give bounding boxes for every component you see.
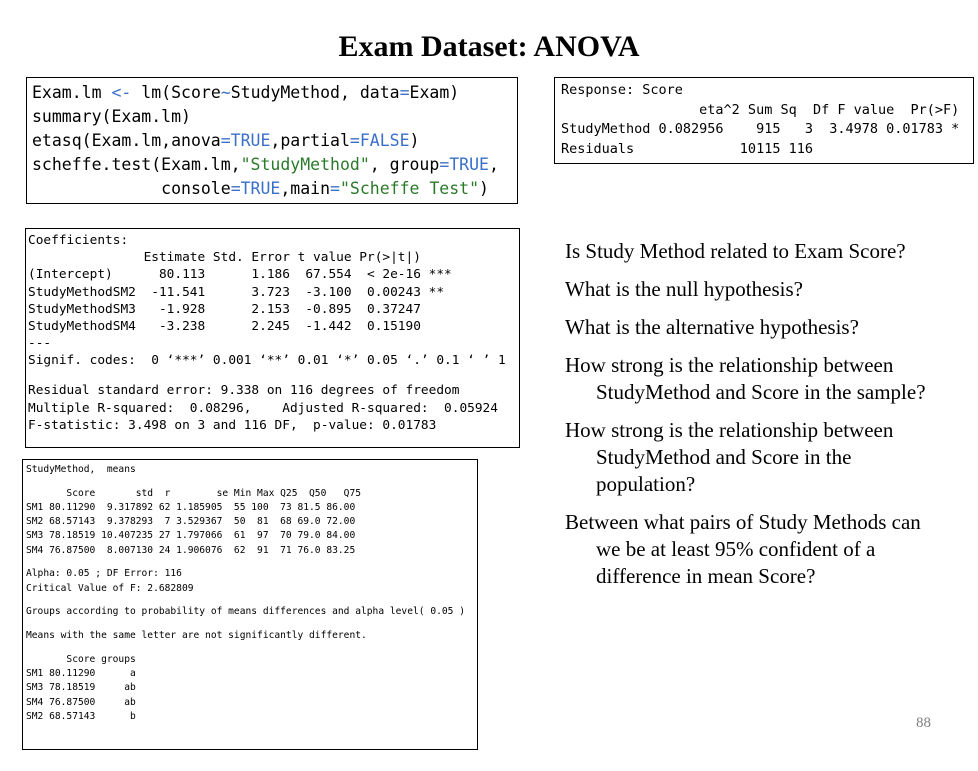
scheffe-output-line: Critical Value of F: 2.682809: [26, 582, 194, 594]
slide-title: Exam Dataset: ANOVA: [338, 30, 640, 63]
scheffe-output-line: [26, 596, 477, 606]
coefficients-output-line: (Intercept) 80.113 1.186 67.554 < 2e-16 ***: [28, 267, 452, 283]
code-token: =FALSE: [349, 131, 410, 150]
code-token: , group: [369, 155, 440, 174]
scheffe-output-line: Groups according to probability of means differences and alpha level( 0.05 ): [26, 606, 465, 618]
code-token: "Scheffe Test": [339, 179, 480, 198]
scheffe-output-line: SM4 76.87500 8.007130 24 1.906076 62 91 71 76.0 83.25: [26, 544, 356, 556]
question-item: How strong is the relationship between StudyMethod and Score in the population?: [565, 418, 894, 496]
scheffe-output-line: Score groups: [26, 654, 136, 665]
question-item: What is the alternative hypothesis?: [565, 315, 859, 339]
scheffe-output-box: [22, 459, 478, 750]
scheffe-output-line: SM2 68.57143 9.378293 7 3.529367 50 81 68 69.0 72.00: [26, 516, 356, 528]
coefficients-output-line: Coefficients:: [28, 233, 129, 248]
code-line: [32, 105, 517, 129]
scheffe-output-line: [26, 558, 477, 568]
coefficients-output-line: Residual standard error: 9.338 on 116 degrees of freedom: [28, 383, 460, 399]
code-token: summary(Exam.lm): [32, 107, 191, 126]
anova-output-box: [554, 77, 974, 164]
coefficients-output-line: StudyMethodSM3 -1.928 2.153 -0.895 0.37247: [28, 301, 452, 317]
code-token: ,main: [280, 179, 331, 198]
code-line: [32, 153, 517, 177]
code-token: ~: [220, 83, 231, 102]
question-item: How strong is the relationship between StudyMethod and Score in the sample?: [565, 353, 926, 404]
anova-output-line: StudyMethod 0.082956 915 3 3.4978 0.01783 *: [561, 121, 960, 137]
code-token: ): [409, 131, 420, 150]
coefficients-output-line: [28, 370, 519, 383]
scheffe-output-line: SM1 80.11290 9.317892 62 1.185905 55 100 73 81.5 86.00: [26, 502, 356, 513]
anova-output-line: Response: Score: [561, 82, 683, 98]
code-token: "StudyMethod": [240, 155, 370, 174]
code-token: ,: [488, 155, 499, 174]
code-token: lm(Score: [131, 83, 221, 102]
coefficients-output-line: F-statistic: 3.498 on 3 and 116 DF, p-value: 0.01783: [28, 417, 437, 433]
scheffe-output-line: SM2 68.57143 b: [26, 710, 136, 722]
scheffe-output-line: [26, 643, 477, 653]
code-token: Exam): [409, 83, 460, 102]
code-line: [32, 129, 517, 153]
code-token: =TRUE: [230, 179, 281, 198]
scheffe-output-line: SM1 80.11290 a: [26, 668, 136, 680]
code-token: Exam.lm: [32, 83, 112, 102]
coefficients-output-line: Multiple R-squared: 0.08296, Adjusted R-squared: 0.05924: [28, 400, 506, 416]
scheffe-output-line: SM4 76.87500 ab: [26, 696, 136, 708]
code-token: <-: [111, 83, 132, 102]
question-item: What is the null hypothesis?: [565, 277, 803, 301]
code-token: =: [330, 179, 340, 198]
scheffe-output-line: SM3 78.18519 ab: [26, 682, 136, 694]
coefficients-output-line: ---: [28, 336, 52, 352]
scheffe-output-line: Means with the same letter are not significantly different.: [26, 630, 367, 642]
question-list: [565, 238, 945, 601]
coefficients-output-box: [25, 228, 520, 448]
code-token: etasq(Exam.lm,anova: [32, 131, 221, 150]
code-token: scheffe.test(Exam.lm,: [32, 155, 241, 174]
coefficients-output-line: StudyMethodSM4 -3.238 2.245 -1.442 0.15190: [28, 319, 452, 335]
page-number: 88: [916, 715, 931, 731]
code-token: =: [399, 83, 410, 102]
code-token: =TRUE: [439, 155, 489, 174]
code-token: =TRUE: [220, 131, 271, 150]
coefficients-output-line: StudyMethodSM2 -11.541 3.723 -3.100 0.00243 **: [28, 284, 452, 300]
code-token: ): [479, 179, 489, 198]
scheffe-output-line: [26, 620, 477, 630]
r-code-box: [26, 77, 518, 204]
code-token: StudyMethod, data: [230, 83, 400, 102]
question-item: Is Study Method related to Exam Score?: [565, 239, 906, 263]
anova-output-line: Residuals 10115 116: [561, 140, 968, 157]
scheffe-output-line: [26, 477, 477, 487]
scheffe-output-line: StudyMethod, means: [26, 464, 136, 475]
scheffe-output-line: SM3 78.18519 10.407235 27 1.797066 61 97 70 79.0 84.00: [26, 530, 356, 542]
code-line: [32, 177, 517, 201]
scheffe-output-line: Score std r se Min Max Q25 Q50 Q75: [26, 487, 362, 499]
code-token: console: [32, 179, 231, 198]
anova-output-line: eta^2 Sum Sq Df F value Pr(>F): [561, 101, 976, 118]
question-item: Between what pairs of Study Methods can we be at least 95% confident of a difference in mean Score?: [565, 510, 921, 588]
scheffe-output-line: Alpha: 0.05 ; DF Error: 116: [26, 568, 182, 580]
coefficients-output-line: Estimate Std. Error t value Pr(>|t|): [28, 250, 452, 266]
coefficients-output-line: Signif. codes: 0 ‘***’ 0.001 ‘**’ 0.01 ‘*’ 0.05 ‘.’ 0.1 ‘ ’ 1: [28, 353, 506, 369]
code-token: ,partial: [270, 131, 350, 150]
code-line: [32, 81, 517, 105]
